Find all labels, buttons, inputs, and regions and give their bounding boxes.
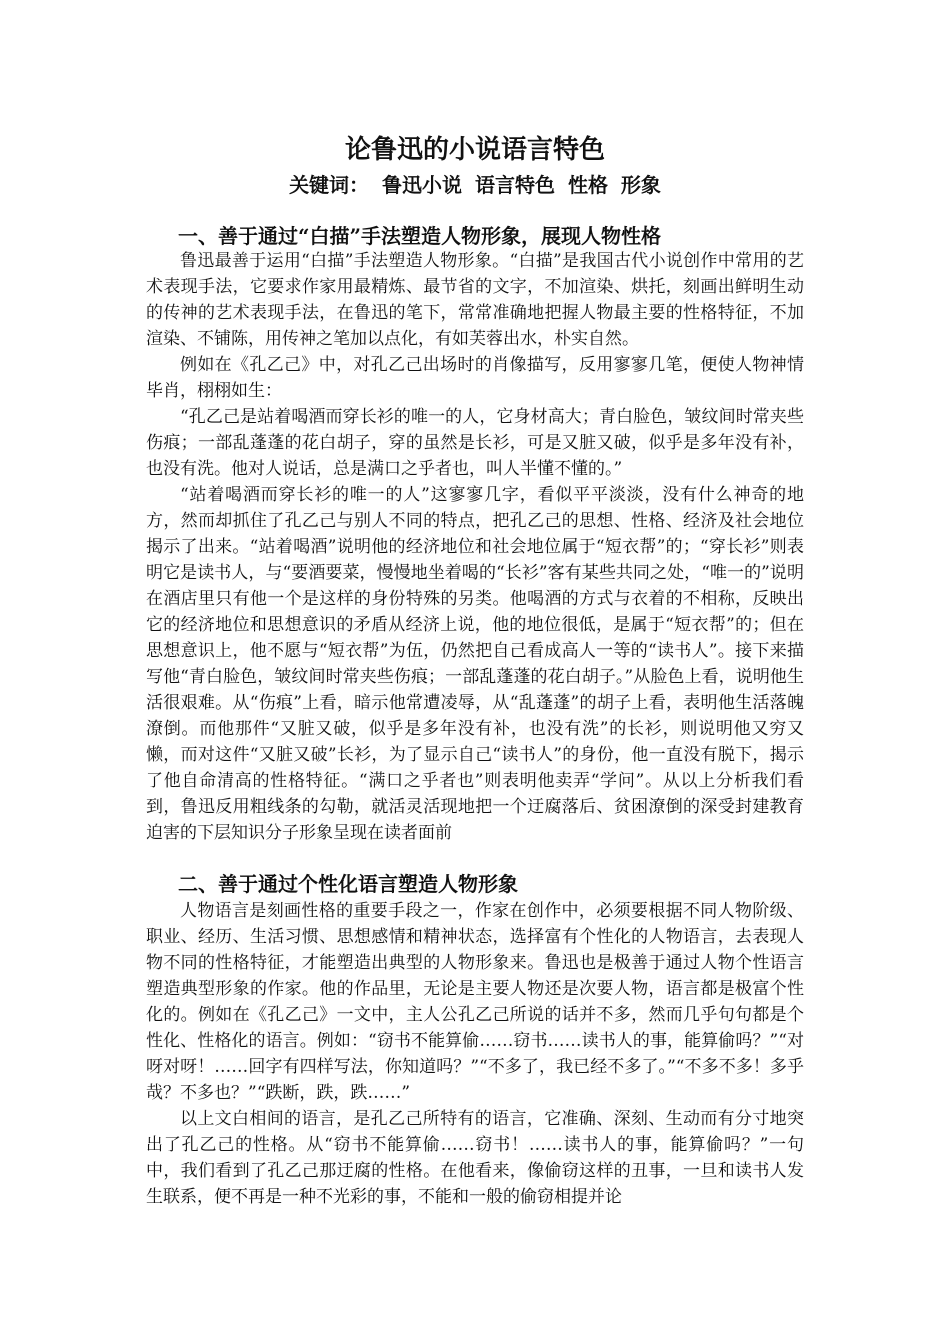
section-2-heading: 二、善于通过个性化语言塑造人物形象 xyxy=(178,872,518,896)
paragraph: 例如在《孔乙己》中，对孔乙己出场时的肖像描写，反用寥寥几笔，便使人物神情毕肖，栩栩如生： xyxy=(146,355,804,401)
paragraph: 以上文白相间的语言，是孔乙己所特有的语言，它准确、深刻、生动而有分寸地突出了孔乙己的性格。从“窃书不能算偷……窃书！……读书人的事，能算偷吗？”一句中，我们看到了孔乙己那迂腐的性格。在他看来，像偷窃这样的丑事，一旦和读书人发生联系，便不再是一种不光彩的事，不能和一般的偷窃相提并论 xyxy=(146,1109,804,1207)
section-1-heading: 一、善于通过“白描”手法塑造人物形象，展现人物性格 xyxy=(178,224,662,248)
paragraph: “站着喝酒而穿长衫的唯一的人”这寥寥几字，看似平平淡淡，没有什么神奇的地方，然而却抓住了孔乙己与别人不同的特点，把孔乙己的思想、性格、经济及社会地位揭示了出来。“站着喝酒”说明他的经济地位和社会地位属于“短衣帮”的；“穿长衫”则表明它是读书人，与“要酒要菜，慢慢地坐着喝的“长衫”客有某些共同之处，“唯一的”说明在酒店里只有他一个是这样的身份特殊的另类。他喝酒的方式与衣着的不相称，反映出它的经济地位和思想意识的矛盾从经济上说，他的地位很低，是属于“短衣帮”的；但在思想意识上，他不愿与“短衣帮”为伍，仍然把自己看成高人一等的“读书人”。接下来描写他“青白脸色，皱纹间时常夹些伤痕；一部乱蓬蓬的花白胡子。”从脸色上看，说明他生活很艰难。从“伤痕”上看，暗示他常遭凌辱，从“乱蓬蓬”的胡子上看，表明他生活落魄潦倒。而他那件“又脏又破，似乎是多年没有补，也没有洗”的长衫，则说明他又穷又懒，而对这件“又脏又破”长衫，为了显示自己“读书人”的身份，他一直没有脱下，揭示了他自命清高的性格特征。“满口之乎者也”则表明他卖弄“学问”。从以上分析我们看到，鲁迅反用粗线条的勾勒，就活灵活现地把一个迂腐落后、贫困潦倒的深受封建教育迫害的下层知识分子形象呈现在读者面前 xyxy=(146,485,804,843)
keywords-line: 关键词： 鲁迅小说 语言特色 性格 形象 xyxy=(289,173,661,197)
paragraph: 鲁迅最善于运用“白描”手法塑造人物形象。“白描”是我国古代小说创作中常用的艺术表现手法，它要求作家用最精炼、最节省的文字，不加渲染、烘托，刻画出鲜明生动的传神的艺术表现手法，在鲁迅的笔下，常常准确地把握人物最主要的性格特征，不加渲染、不铺陈，用传神之笔加以点化，有如芙蓉出水，朴实自然。 xyxy=(146,251,804,349)
document-title: 论鲁迅的小说语言特色 xyxy=(344,135,605,165)
section-1-body xyxy=(146,248,804,846)
quote-paragraph: “孔乙己是站着喝酒而穿长衫的唯一的人，它身材高大；青白脸色，皱纹间时常夹些伤痕；一部乱蓬蓬的花白胡子，穿的虽然是长衫，可是又脏又破，似乎是多年没有补，也没有洗。他对人说话，总是满口之乎者也，叫人半懂不懂的。” xyxy=(146,407,804,479)
paragraph: 人物语言是刻画性格的重要手段之一，作家在创作中，必须要根据不同人物阶级、职业、经历、生活习惯、思想感情和精神状态，选择富有个性化的人物语言，去表现人物不同的性格特征，才能塑造出典型的人物形象来。鲁迅也是极善于通过人物个性语言塑造典型形象的作家。他的作品里，无论是主要人物还是次要人物，语言都是极富个性化的。例如在《孔乙己》一文中，主人公孔乙己所说的话并不多，然而几乎句句都是个性化、性格化的语言。例如：“窃书不能算偷……窃书……读书人的事，能算偷吗？”“对呀对呀！……回字有四样写法，你知道吗？”“不多了，我已经不多了。”“不多不多！多乎哉？不多也？”“跌断，跌，跌……” xyxy=(146,901,804,1103)
section-2-body xyxy=(146,898,804,1210)
